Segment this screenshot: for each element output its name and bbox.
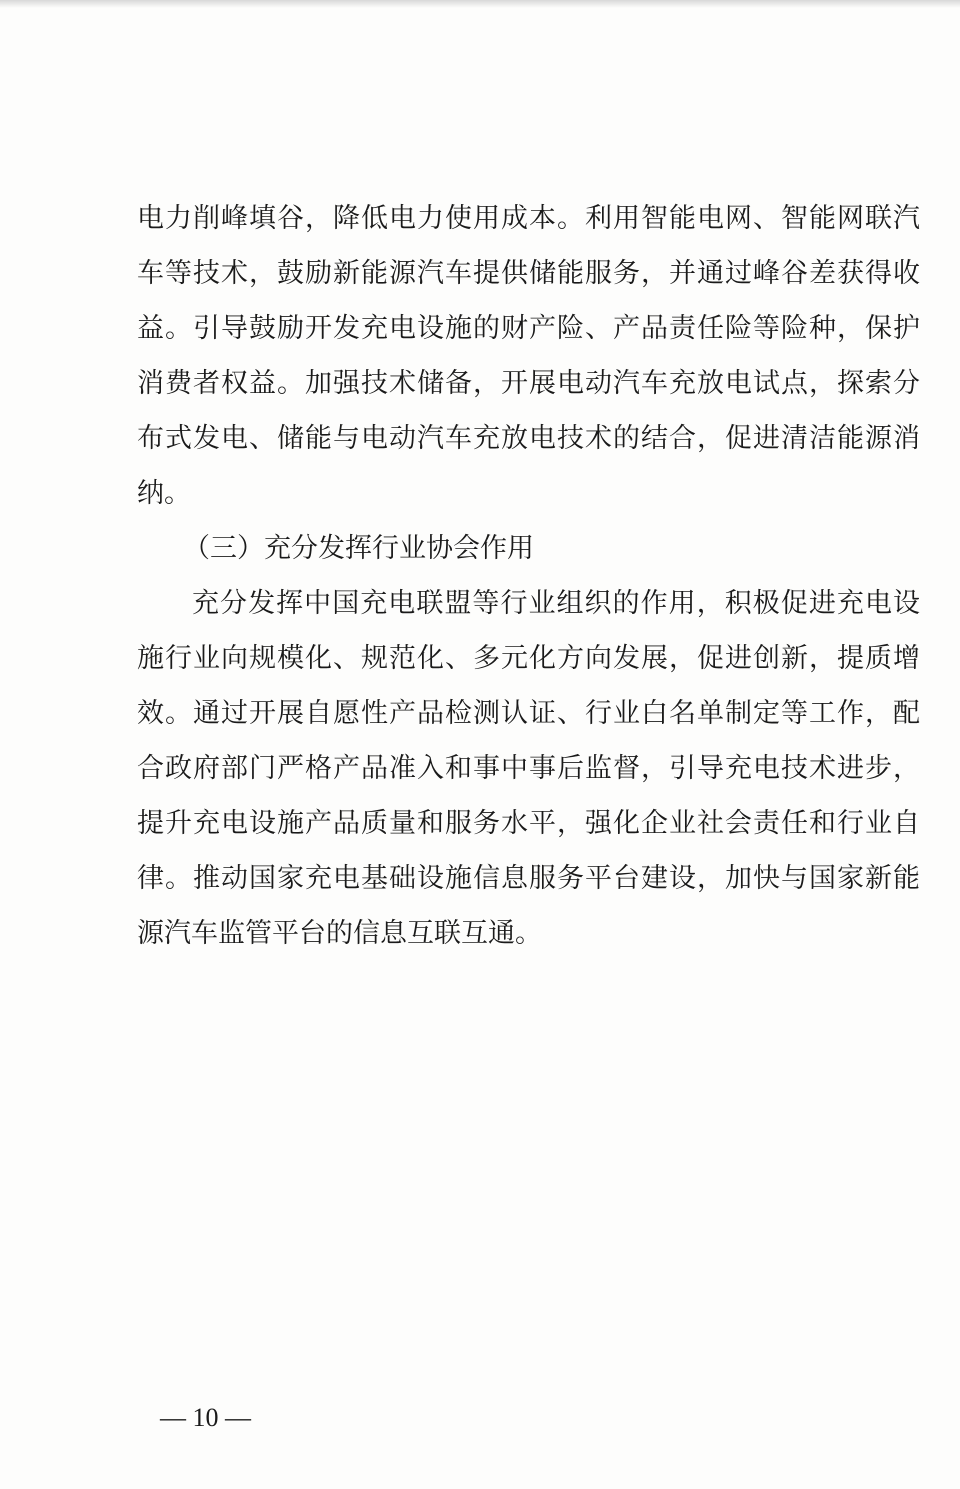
paragraph-line: 纳。 — [137, 478, 191, 509]
paragraph-line: 益。引导鼓励开发充电设施的财产险、产品责任险等险种，保护 — [137, 313, 920, 344]
paragraph-line: 充分发挥中国充电联盟等行业组织的作用，积极促进充电设 — [192, 588, 920, 619]
scan-top-edge — [0, 0, 960, 8]
paragraph-line: 电力削峰填谷，降低电力使用成本。利用智能电网、智能网联汽 — [137, 203, 920, 234]
paragraph-line: 效。通过开展自愿性产品检测认证、行业白名单制定等工作，配 — [137, 698, 920, 729]
page-number: — 10 — — [160, 1403, 251, 1432]
paragraph-line: 施行业向规模化、规范化、多元化方向发展，促进创新，提质增 — [137, 643, 920, 674]
paragraph-line: 源汽车监管平台的信息互联互通。 — [137, 918, 542, 949]
paragraph-line: 合政府部门严格产品准入和事中事后监督，引导充电技术进步， — [137, 753, 920, 784]
paragraph-line: 布式发电、储能与电动汽车充放电技术的结合，促进清洁能源消 — [137, 423, 920, 454]
paragraph-line: 提升充电设施产品质量和服务水平，强化企业社会责任和行业自 — [137, 808, 920, 839]
section-heading: （三）充分发挥行业协会作用 — [183, 533, 534, 564]
paragraph-line: 律。推动国家充电基础设施信息服务平台建设，加快与国家新能 — [137, 863, 920, 894]
paragraph-line: 车等技术，鼓励新能源汽车提供储能服务，并通过峰谷差获得收 — [137, 258, 920, 289]
paragraph-line: 消费者权益。加强技术储备，开展电动汽车充放电试点，探索分 — [137, 368, 920, 399]
